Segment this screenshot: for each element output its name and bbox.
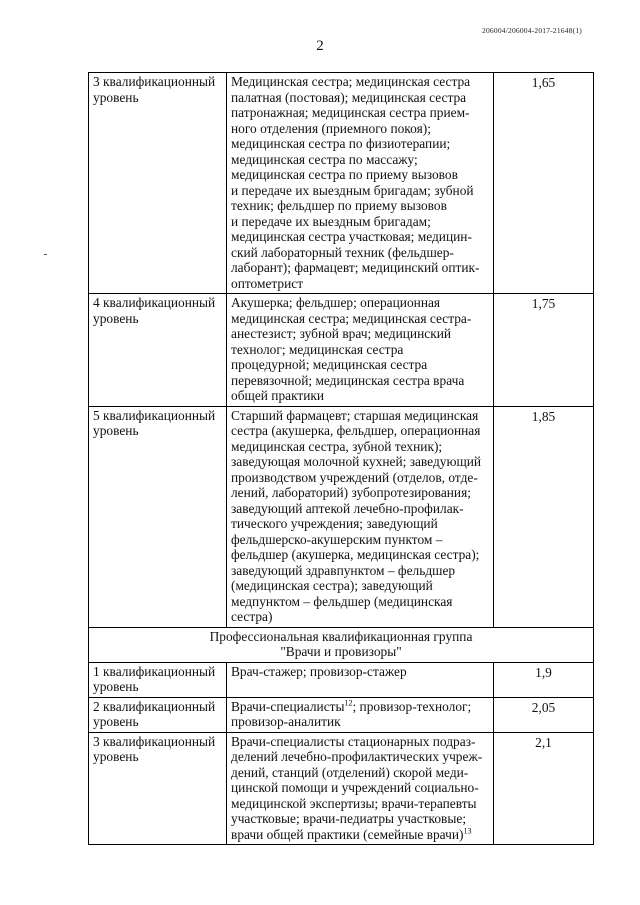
table-row xyxy=(89,732,594,845)
level-cell: 4 квалификационный уровень xyxy=(89,294,227,407)
coefficient-cell: 1,75 xyxy=(494,294,594,407)
positions-text: ; провизор-технолог; провизор-аналитик xyxy=(231,698,472,729)
positions-cell xyxy=(227,697,494,732)
positions-cell: Старший фармацевт; старшая медицинская сестра (акушерка, фельдшер, операционная медицинская сестра, зубной техник); заведующая молочной кухней; заведующий производством учреждений (отделов, отде- лений, лабораторий) зубопротезирования; заведующий аптекой лечебно-профилак- тического учреждения; заведующий фельдшерско-акушерским пунктом – фельдшер (акушерка, медицинская сестра); заведующий здравпунктом – фельдшер (медицинская сестра); заведующий медпунктом – фельдшер (медицинская сестра) xyxy=(227,406,494,627)
table-row xyxy=(89,662,594,697)
level-cell: 5 квалификационный уровень xyxy=(89,406,227,627)
positions-cell: Акушерка; фельдшер; операционная медицинская сестра; медицинская сестра- анестезист; зубной врач; медицинский технолог; медицинская сестра процедурной; медицинская сестра перевязочной; медицинская сестра врача общей практики xyxy=(227,294,494,407)
group-header-cell xyxy=(89,627,594,662)
positions-text: Врачи-специалисты xyxy=(231,698,345,714)
level-cell: 3 квалификационный уровень xyxy=(89,73,227,294)
group-title-line2: "Врачи и провизоры" xyxy=(280,644,402,659)
coefficient-cell: 1,65 xyxy=(494,73,594,294)
level-cell: 1 квалификационный уровень xyxy=(89,662,227,697)
table-row xyxy=(89,697,594,732)
positions-text: Врачи-специалисты стационарных подраз- делений лечебно-профилактических учреж- дений, станций (отделений) скорой меди- цинской помощи и учреждений социально- медицинской экспертизы; врачи-терапевты участковые; врачи-педиатры участковые; врачи общей практики (семейные врачи) xyxy=(231,733,483,842)
group-header-row xyxy=(89,627,594,662)
group-title-line1: Профессиональная квалификационная группа xyxy=(209,628,473,644)
level-cell: 3 квалификационный уровень xyxy=(89,732,227,845)
footnote-ref: 12 xyxy=(344,698,353,708)
footnote-ref: 13 xyxy=(463,826,472,836)
page-number: 2 xyxy=(316,38,324,54)
coefficient-cell: 1,85 xyxy=(494,406,594,627)
qualification-table xyxy=(88,72,594,845)
table-row xyxy=(89,406,594,627)
coefficient-cell: 2,1 xyxy=(494,732,594,845)
table-row xyxy=(89,294,594,407)
document-id: 206004/206004-2017-21648(1) xyxy=(482,26,582,35)
positions-cell: Медицинская сестра; медицинская сестра палатная (постовая); медицинская сестра патронажная; медицинская сестра прием- ного отделения (приемного покоя); медицинская сестра по физиотерапии; медицинская сестра по массажу; медицинская сестра по приему вызовов и передаче их выездным бригадам; зубной техник; фельдшер по приему вызовов и передаче их выездным бригадам; медицинская сестра участковая; медицин- ский лабораторный техник (фельдшер- лаборант); фармацевт; медицинский оптик- оптометрист xyxy=(227,73,494,294)
coefficient-cell: 1,9 xyxy=(494,662,594,697)
stray-mark xyxy=(44,254,47,255)
positions-cell xyxy=(227,732,494,845)
positions-cell: Врач-стажер; провизор-стажер xyxy=(227,662,494,697)
coefficient-cell: 2,05 xyxy=(494,697,594,732)
table-row xyxy=(89,73,594,294)
level-cell: 2 квалификационный уровень xyxy=(89,697,227,732)
